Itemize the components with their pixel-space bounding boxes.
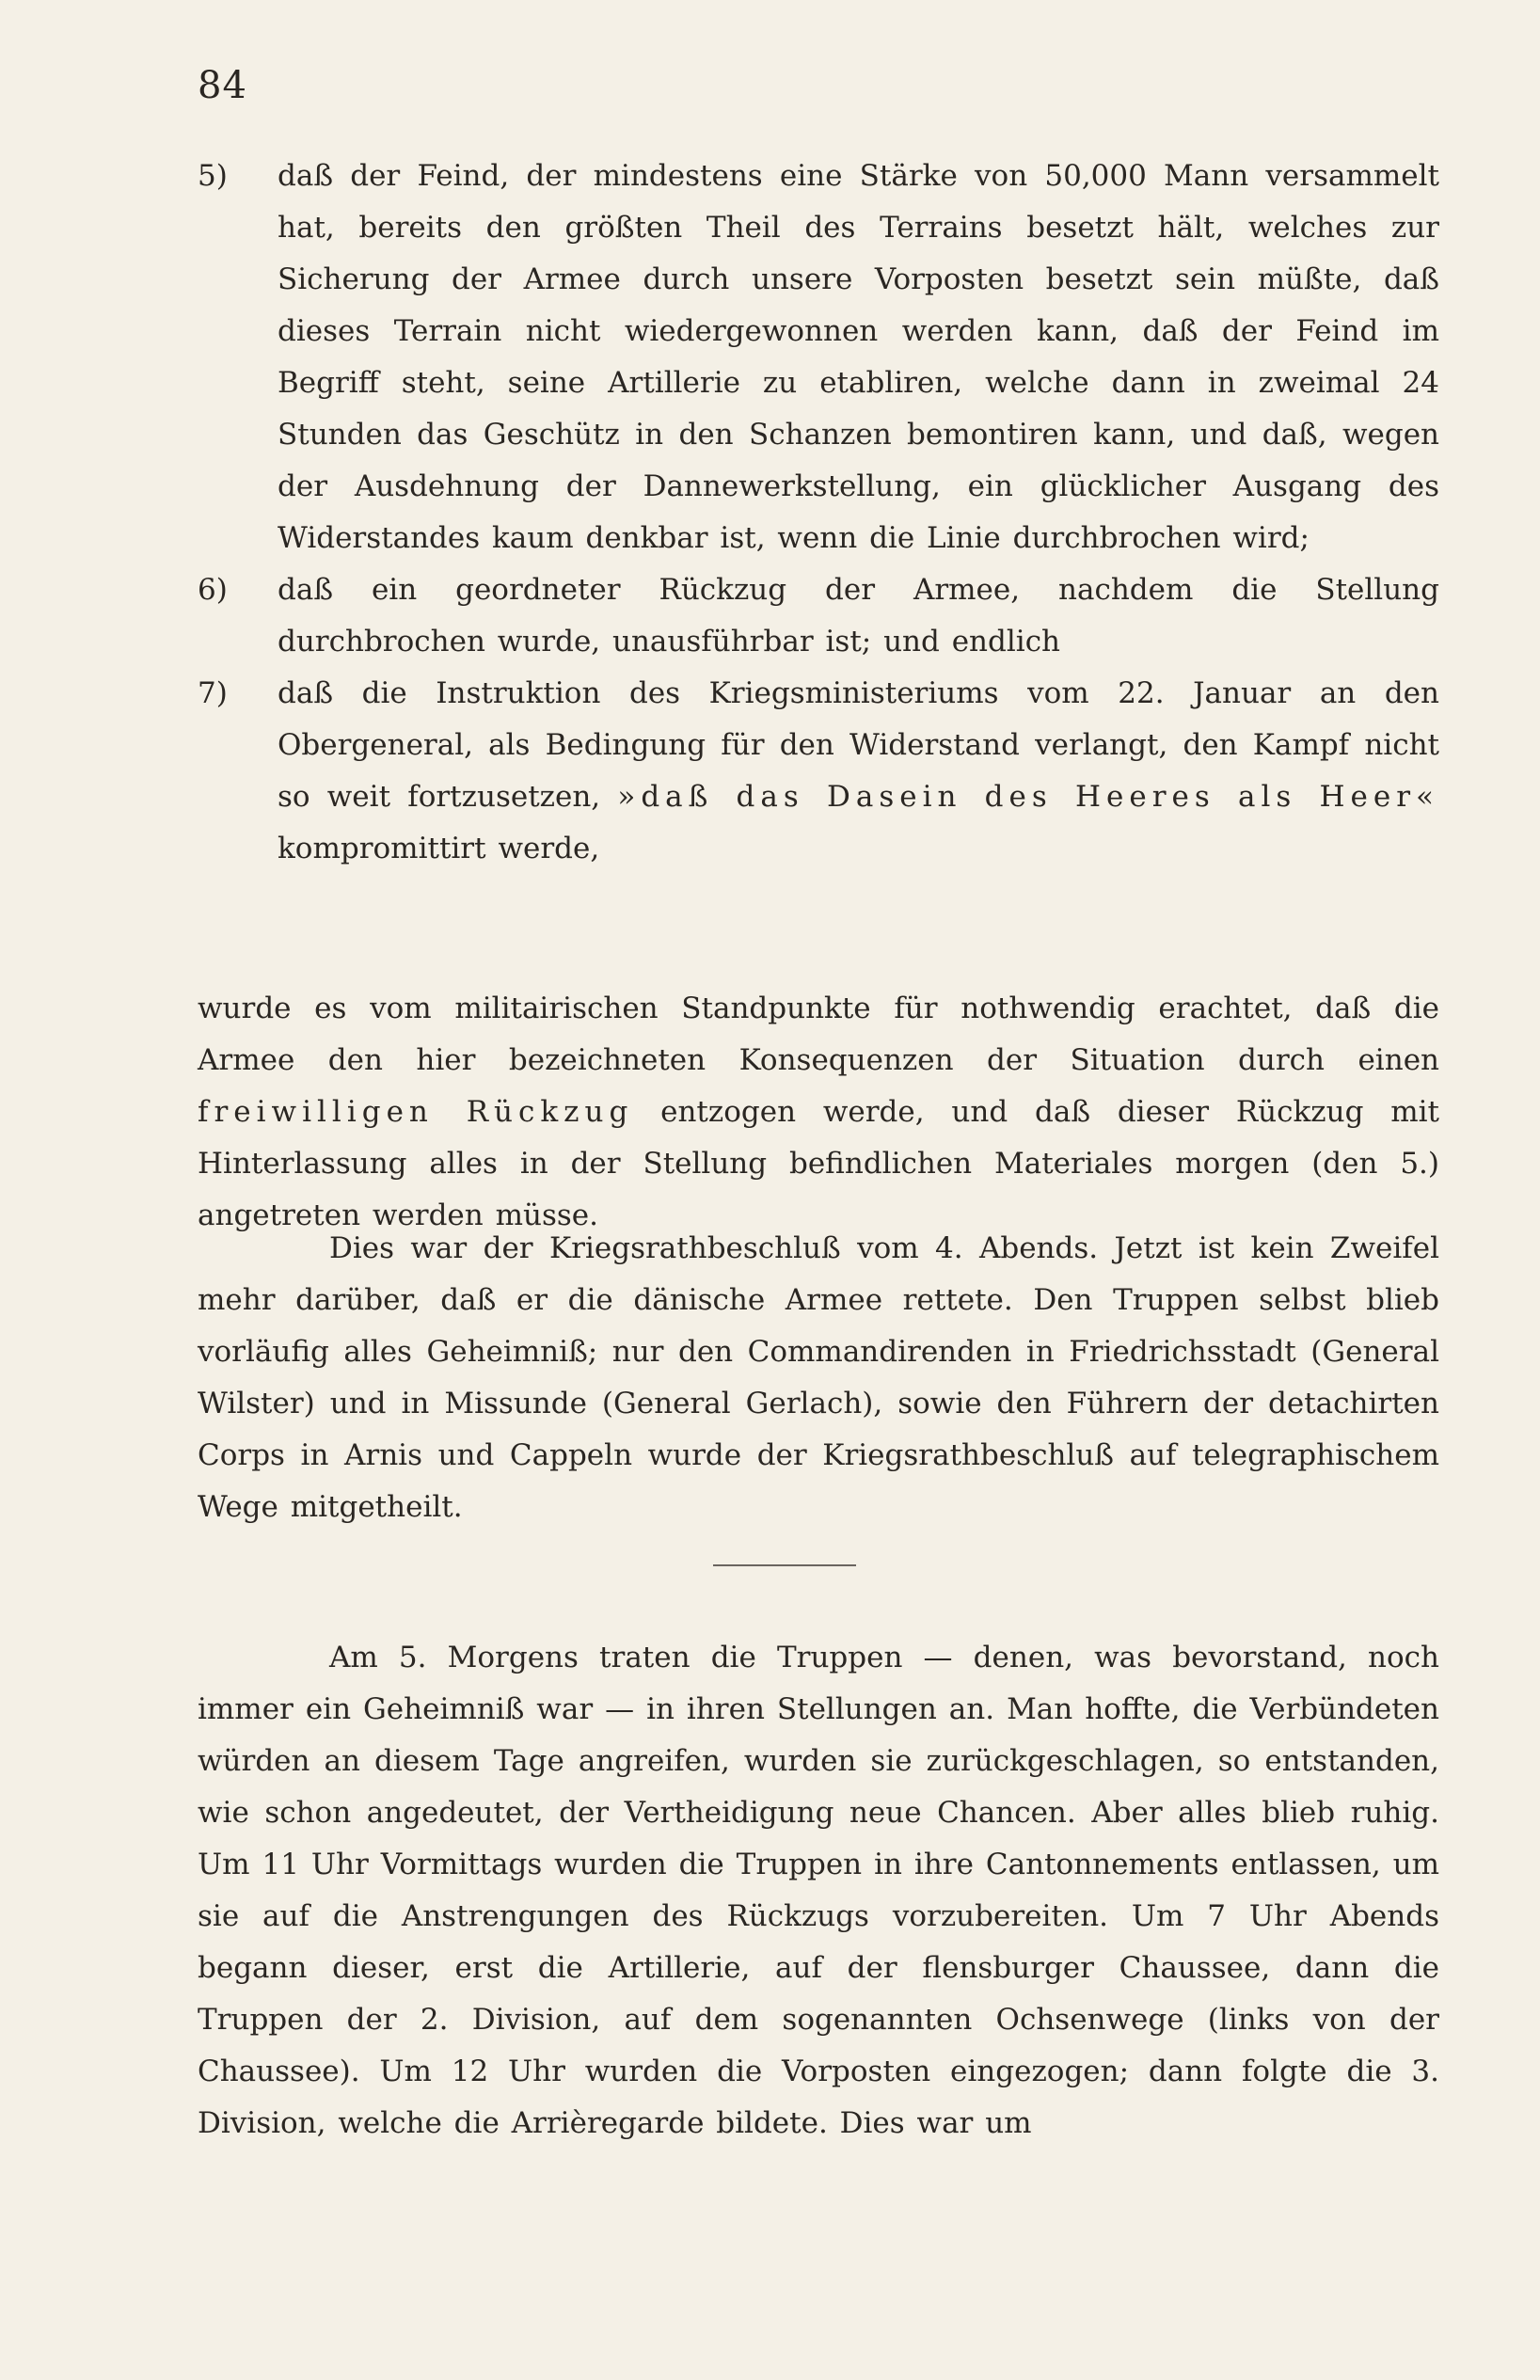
list-item-number: 6) (198, 573, 228, 607)
page-number: 84 (198, 64, 247, 107)
para1-c: entzogen werde, und daß dieser Rückzug mit Hinterlassung alles in der Stellung befindlichen Materiales morgen (den 5.) angetreten werden müsse. (198, 1095, 1439, 1232)
paragraph-kriegsrath: Dies war der Kriegsrathbeschluß vom 4. Abends. Jetzt ist kein Zweifel mehr darüber, daß er die dänische Armee rettete. Den Truppen selbst blieb vorläufig alles Geheimniß; nur den Commandirenden in Friedrichsstadt (General Wilster) und in Missunde (General Gerlach), sowie den Führern der detachirten Corps in Arnis und Cappeln wurde der Kriegsrathbeschluß auf telegraphischem Wege mitgetheilt. (198, 1231, 1439, 1524)
list-item (198, 151, 1439, 564)
item7-text-a: daß die Instruktion des Kriegsministeriums vom 22. Januar an den Obergeneral, als Bedingung für den Widerstand verlangt, den Kampf nicht so weit fortzusetzen, (278, 676, 1439, 814)
item7-spaced-quote: »daß das Dasein des Heeres als Heer« (617, 780, 1439, 814)
section-divider (713, 1564, 856, 1566)
list-item (198, 564, 1439, 668)
list-item-text: daß der Feind, der mindestens eine Stärke von 50,000 Mann versammelt hat, bereits den größten Theil des Terrains besetzt hält, welches zur Sicherung der Armee durch unsere Vorposten besetzt sein müßte, daß dieses Terrain nicht wiedergewonnen werden kann, daß der Feind im Begriff steht, seine Artillerie zu etabliren, welche dann in zweimal 24 Stunden das Geschütz in den Schanzen bemontiren kann, und daß, wegen der Ausdehnung der Dannewerkstellung, ein glücklicher Ausgang des Widerstandes kaum denkbar ist, wenn die Linie durchbrochen wird; (278, 159, 1439, 555)
numbered-list (198, 151, 1439, 875)
list-item-number: 5) (198, 159, 228, 193)
para1-a: wurde es vom militairischen Standpunkte für nothwendig erachtet, daß die Armee den hier bezeichneten Konsequenzen der Situation durch einen (198, 992, 1439, 1077)
list-item-text: daß ein geordneter Rückzug der Armee, nachdem die Stellung durchbrochen wurde, unausführbar ist; und endlich (278, 573, 1439, 658)
paragraph-conclusion (198, 983, 1439, 1242)
item7-text-c: kompromittirt werde, (278, 832, 600, 865)
list-item-text (278, 668, 1439, 875)
list-item-number: 7) (198, 676, 228, 710)
para1-spaced: freiwilligen Rückzug (198, 1095, 634, 1129)
list-item (198, 668, 1439, 875)
paragraph-morning: Am 5. Morgens traten die Truppen — denen, was bevorstand, noch immer ein Geheimniß war — in ihren Stellungen an. Man hoffte, die Verbündeten würden an diesem Tage angreifen, wurden sie zurückgeschlagen, so entstanden, wie schon angedeutet, der Vertheidigung neue Chancen. Aber alles blieb ruhig. Um 11 Uhr Vormittags wurden die Truppen in ihre Cantonnements entlassen, um sie auf die Anstrengungen des Rückzugs vorzubereiten. Um 7 Uhr Abends begann dieser, erst die Artillerie, auf der flensburger Chaussee, dann die Truppen der 2. Division, auf dem sogenannten Ochsenwege (links von der Chaussee). Um 12 Uhr wurden die Vorposten eingezogen; dann folgte die 3. Division, welche die Arrièregarde bildete. Dies war um (198, 1641, 1439, 2140)
